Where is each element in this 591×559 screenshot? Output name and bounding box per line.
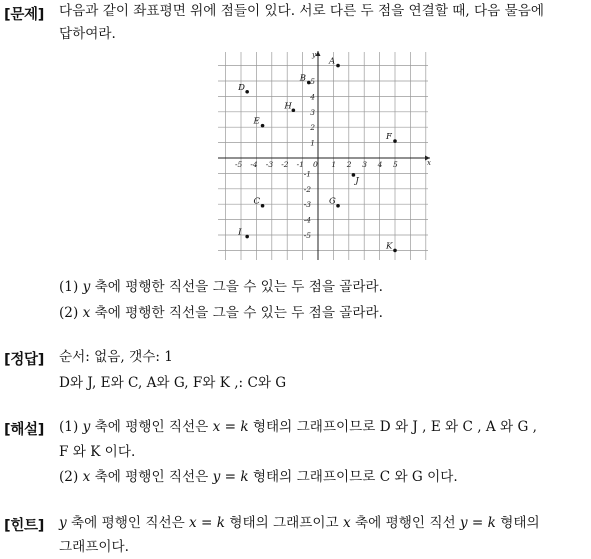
point-c bbox=[261, 204, 265, 208]
point-label-c: C bbox=[253, 196, 261, 207]
hint-equation-1: x = k bbox=[189, 515, 225, 531]
answer-line-2: D와 J, E와 C, A와 G, F와 K ,: C와 G bbox=[59, 375, 287, 391]
point-label-e: E bbox=[253, 116, 260, 127]
y-tick-label: -1 bbox=[303, 169, 311, 179]
question-1 bbox=[59, 275, 383, 299]
hint-equation-2: y = k bbox=[459, 515, 496, 531]
hint-variable-2: x bbox=[343, 515, 351, 531]
explanation-1-number: (1) bbox=[59, 419, 79, 435]
question-2-number: (2) bbox=[59, 305, 79, 321]
x-tick-label: 2 bbox=[346, 160, 352, 169]
x-tick-label: 4 bbox=[377, 160, 383, 169]
tick-labels bbox=[235, 51, 431, 240]
y-tick-label: -2 bbox=[303, 184, 311, 194]
hint-variable-1: y bbox=[59, 515, 67, 531]
point-f bbox=[393, 139, 397, 143]
explanation-line-3 bbox=[59, 465, 458, 489]
y-tick-label: -3 bbox=[303, 200, 311, 210]
x-tick-label: 3 bbox=[362, 160, 367, 169]
point-k bbox=[393, 249, 397, 253]
problem-line-2: 답하여라. bbox=[59, 26, 116, 42]
y-tick-label: 4 bbox=[310, 92, 315, 102]
point-label-b: B bbox=[299, 73, 307, 84]
x-tick-label: -3 bbox=[265, 160, 274, 169]
x-tick-label: -1 bbox=[296, 160, 304, 169]
x-tick-label: 5 bbox=[393, 160, 398, 169]
y-tick-label: -4 bbox=[303, 215, 311, 225]
explanation-3-text-b: 형태의 그래프이므로 C 와 G 이다. bbox=[252, 469, 458, 485]
problem-label: [문제] bbox=[4, 7, 45, 23]
y-tick-label: 2 bbox=[310, 123, 315, 133]
answer-label: [정답] bbox=[4, 352, 45, 368]
explanation-3-number: (2) bbox=[59, 469, 79, 485]
point-g bbox=[336, 204, 340, 208]
point-label-a: A bbox=[329, 56, 336, 67]
y-tick-label: -5 bbox=[303, 231, 311, 240]
point-d bbox=[245, 90, 249, 94]
x-tick-label: -4 bbox=[250, 160, 258, 169]
explanation-1-equation: x = k bbox=[212, 419, 249, 435]
points bbox=[237, 57, 397, 253]
question-1-number: (1) bbox=[59, 279, 79, 295]
hint-label: [힌트] bbox=[4, 518, 45, 534]
explanation-1-text-b: 형태의 그래프이므로 D 와 J , E 와 C , A 와 G , bbox=[252, 419, 537, 435]
answer-line-1: 순서: 없음, 갯수: 1 bbox=[59, 349, 173, 365]
y-axis-arrow bbox=[316, 51, 321, 56]
hint-text-a: 축에 평행인 직선은 bbox=[71, 515, 185, 531]
question-1-variable: y bbox=[82, 279, 91, 295]
explanation-1-variable: y bbox=[82, 419, 91, 435]
point-a bbox=[336, 64, 340, 68]
origin-label: 0 bbox=[313, 160, 318, 169]
grid bbox=[218, 52, 428, 260]
explanation-label: [해설] bbox=[4, 422, 45, 438]
hint-line-1 bbox=[59, 511, 540, 535]
explanation-line-2: F 와 K 이다. bbox=[59, 444, 136, 460]
y-tick-label: 1 bbox=[310, 138, 315, 148]
explanation-3-text-a: 축에 평행인 직선은 bbox=[94, 469, 209, 485]
x-tick-label: -2 bbox=[281, 160, 289, 169]
point-h bbox=[292, 108, 296, 112]
point-label-d: D bbox=[238, 82, 245, 93]
point-i bbox=[245, 235, 249, 239]
question-1-text: 축에 평행한 직선을 그을 수 있는 두 점을 골라라. bbox=[94, 279, 383, 295]
hint-text-c: 축에 평행인 직선 bbox=[355, 515, 456, 531]
y-axis-label: y bbox=[312, 51, 316, 59]
point-label-g: G bbox=[329, 196, 336, 207]
x-tick-label: -5 bbox=[235, 160, 243, 169]
point-label-f: F bbox=[386, 132, 392, 143]
x-tick-label: 1 bbox=[331, 160, 337, 169]
point-label-h: H bbox=[284, 101, 292, 112]
y-tick-label: 3 bbox=[310, 107, 315, 117]
point-b bbox=[307, 81, 311, 85]
point-label-i: I bbox=[238, 227, 242, 238]
coordinate-plane bbox=[210, 48, 436, 263]
explanation-line-1 bbox=[59, 415, 537, 439]
y-tick-label: 5 bbox=[310, 77, 315, 86]
explanation-3-variable: x bbox=[82, 469, 91, 485]
hint-text-d: 형태의 bbox=[500, 515, 540, 531]
question-2-variable: x bbox=[82, 305, 91, 321]
point-e bbox=[261, 124, 265, 128]
hint-text-b: 형태의 그래프이고 bbox=[229, 515, 339, 531]
hint-line-2: 그래프이다. bbox=[59, 539, 129, 555]
axes bbox=[218, 51, 430, 260]
explanation-1-text-a: 축에 평행인 직선은 bbox=[94, 419, 209, 435]
point-label-k: K bbox=[386, 241, 393, 252]
explanation-3-equation: y = k bbox=[212, 469, 249, 485]
problem-line-1: 다음과 같이 좌표평면 위에 점들이 있다. 서로 다른 두 점을 연결할 때, 다음 물음에 bbox=[59, 3, 545, 19]
point-label-j: J bbox=[355, 175, 359, 186]
question-2 bbox=[59, 301, 383, 325]
x-axis-label: x bbox=[427, 159, 431, 167]
question-2-text: 축에 평행한 직선을 그을 수 있는 두 점을 골라라. bbox=[94, 305, 383, 321]
